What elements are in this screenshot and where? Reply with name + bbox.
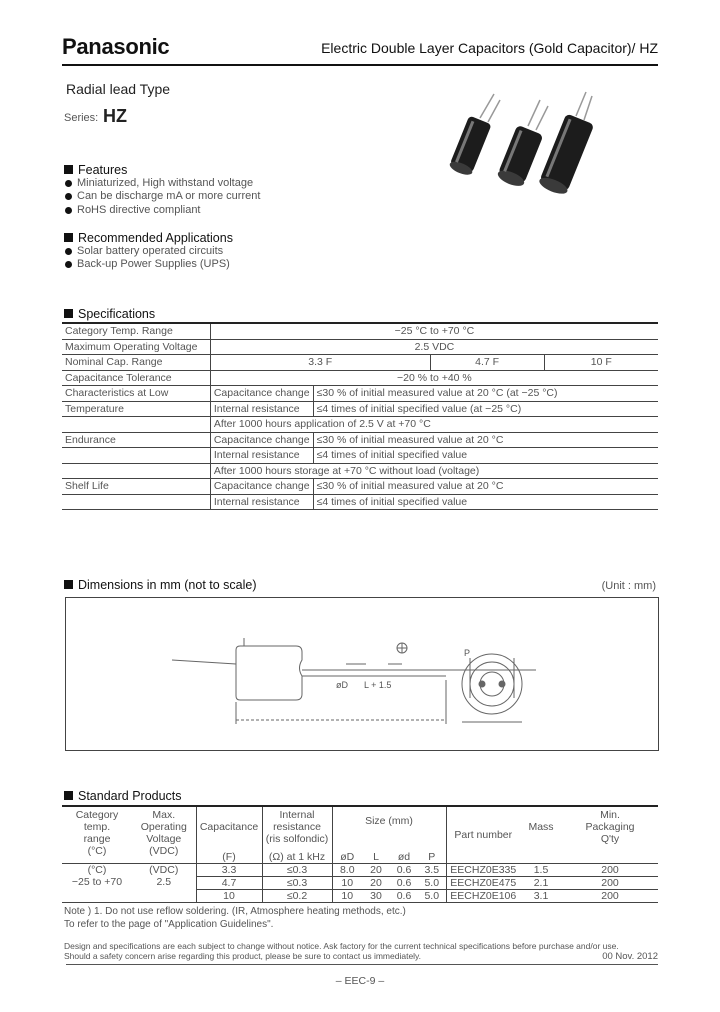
spec-row-low-temp: Temperature Internal resistance ≤4 times of initial specified value (at −25 °C) (62, 401, 658, 417)
note-reflow: Note ) 1. Do not use reflow soldering. (IR, Atmosphere heating methods, etc.) (64, 906, 406, 917)
pitch-label: P (464, 648, 471, 658)
feature-item: Can be discharge mA or more current (64, 190, 260, 203)
section-square-icon (64, 309, 73, 318)
document-title: Electric Double Layer Capacitors (Gold Capacitor)/ HZ (321, 40, 658, 56)
standard-products-table (62, 805, 658, 903)
col-header-packaging: Min. Packaging Q'ty (585, 809, 635, 845)
spec-row-max-voltage: Maximum Operating Voltage 2.5 VDC (62, 339, 658, 355)
leader-line (172, 660, 236, 664)
spec-row-shelf-life: After 1000 hours storage at +70 °C without load (voltage) (62, 463, 658, 479)
spec-row-endurance: After 1000 hours application of 2.5 V at +70 °C (62, 417, 658, 433)
product-row: 4.7 ≤0.3 10 20 0.6 5.0 EECHZ0E475 2.1 200 (62, 877, 658, 890)
section-square-icon (64, 233, 73, 242)
brand-logo: Panasonic (62, 34, 170, 59)
dimensions-heading: Dimensions in mm (not to scale) (64, 578, 257, 592)
dimensions-drawing (66, 598, 656, 748)
capacitor-photo (440, 88, 610, 198)
spec-row-shelf-life: Internal resistance ≤4 times of initial specified value (62, 494, 658, 510)
header-rule (62, 64, 658, 66)
section-square-icon (64, 791, 73, 800)
merged-temp-cell: (°C) −25 to +70 (71, 864, 123, 888)
features-list (64, 177, 260, 217)
spec-row-nominal-cap: Nominal Cap. Range 3.3 F 4.7 F 10 F (62, 355, 658, 371)
spec-row-low-temp: Characteristics at Low Capacitance change ≤30 % of initial measured value at 20 °C (at −25 °C) (62, 386, 658, 402)
col-header-temp: Category temp. range (°C) (75, 809, 119, 857)
spec-row-shelf-life: Shelf Life Capacitance change ≤30 % of initial measured value at 20 °C (62, 479, 658, 495)
specifications-table (62, 322, 658, 510)
subtitle: Radial lead Type (66, 81, 171, 97)
series-label: Series: (64, 112, 99, 124)
section-square-icon (64, 580, 73, 589)
end-view-inner (470, 662, 514, 706)
unit-label: (Unit : mm) (601, 580, 656, 592)
footer-rule (66, 964, 658, 965)
col-header-size: Size (mm) (332, 806, 446, 851)
lead-terminal (479, 681, 485, 687)
note-guidelines: To refer to the page of "Application Guidelines". (64, 919, 274, 930)
spec-row-endurance: Endurance Capacitance change ≤30 % of initial measured value at 20 °C (62, 432, 658, 448)
spec-row-temp-range: Category Temp. Range −25 °C to +70 °C (62, 323, 658, 339)
merged-voltage-cell: (VDC) 2.5 (149, 864, 179, 888)
applications-list (64, 245, 230, 272)
phi-d-label: øD (336, 680, 348, 690)
standard-products-heading: Standard Products (64, 789, 182, 803)
feature-item: RoHS directive compliant (64, 204, 260, 217)
application-item: Back-up Power Supplies (UPS) (64, 258, 230, 271)
length-label: L + 1.5 (364, 680, 392, 690)
issue-date: 00 Nov. 2012 (602, 951, 658, 962)
capacitor-large (537, 92, 594, 197)
header-subrow: (F) (Ω) at 1 kHz øD L ød P (62, 851, 658, 864)
col-header-part: Part number (446, 806, 520, 864)
disclaimer: Design and specifications are each subject to change without notice. Ask factory for the current technical specifications before purchase and/or use. Should a safety concern arise regarding this product, please be sure to contact us immediately. (64, 941, 619, 961)
section-square-icon (64, 165, 73, 174)
col-header-mass: Mass (528, 821, 554, 833)
feature-item: Miniaturized, High withstand voltage (64, 177, 260, 190)
series-value: HZ (103, 106, 127, 126)
capacitor-medium (496, 100, 548, 189)
col-header-capacitance: Capacitance (196, 806, 262, 851)
lead-terminal (499, 681, 505, 687)
product-row: (°C) −25 to +70 (VDC) 2.5 3.3 ≤0.3 8.0 20 0.6 3.5 EECHZ0E335 1.5 200 (62, 864, 658, 877)
capacitor-small (448, 94, 500, 177)
spec-row-endurance: Internal resistance ≤4 times of initial specified value (62, 448, 658, 464)
spec-row-cap-tolerance: Capacitance Tolerance −20 % to +40 % (62, 370, 658, 386)
col-header-resistance: Internal resistance (ris solfondic) (262, 806, 332, 851)
product-row: 10 ≤0.2 10 30 0.6 5.0 EECHZ0E106 3.1 200 (62, 890, 658, 903)
features-heading: Features (64, 163, 127, 177)
application-item: Solar battery operated circuits (64, 245, 230, 258)
specifications-heading: Specifications (64, 307, 155, 321)
page-number: – EEC-9 – (335, 975, 385, 987)
end-view-outline (462, 654, 522, 714)
applications-heading: Recommended Applications (64, 231, 233, 245)
col-header-voltage: Max. Operating Voltage (VDC) (140, 809, 187, 857)
capacitor-body-outline (236, 646, 302, 700)
header-row (62, 806, 658, 851)
